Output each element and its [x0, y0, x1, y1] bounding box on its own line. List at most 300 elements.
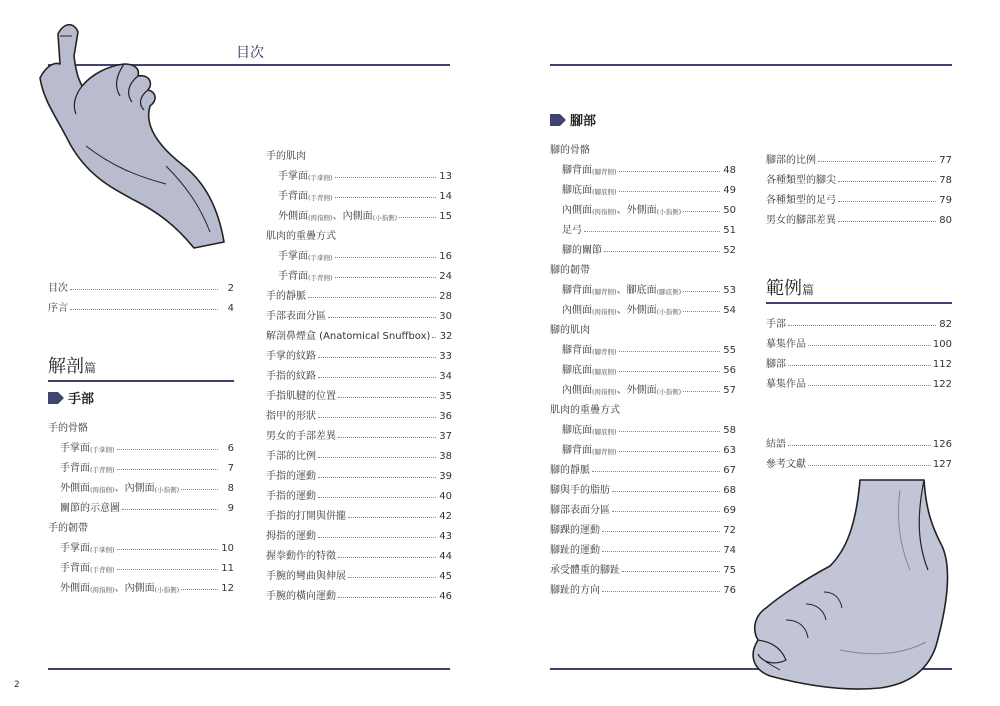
toc-leader-dots — [683, 391, 720, 392]
toc-column-4 — [766, 146, 952, 226]
toc-entry-title: 序言 — [48, 303, 68, 314]
toc-entry-page: 82 — [939, 319, 952, 330]
toc-entry[interactable] — [766, 430, 952, 450]
toc-entry-page: 53 — [723, 285, 736, 296]
toc-entry-page: 127 — [932, 459, 952, 470]
toc-leader-dots — [432, 337, 436, 338]
toc-entry-page: 52 — [723, 245, 736, 256]
examples-section-label: 範例 — [766, 278, 802, 299]
toc-group-heading: 腳的骨骼 — [550, 145, 590, 156]
toc-entry-page: 80 — [939, 215, 952, 226]
toc-entry[interactable] — [48, 534, 234, 554]
toc-leader-dots — [338, 437, 436, 438]
toc-entry-page: 57 — [723, 385, 736, 396]
toc-entry-title: 腳部表面分區 — [550, 505, 610, 516]
toc-leader-dots — [838, 201, 936, 202]
toc-entry-page: 68 — [723, 485, 736, 496]
toc-entry-subtitle-2: (腳底側) — [656, 288, 682, 296]
toc-entry-title: 手掌面 — [278, 251, 308, 262]
toc-entry[interactable] — [550, 336, 736, 356]
toc-entry-page: 50 — [723, 205, 736, 216]
toc-entry[interactable] — [550, 516, 736, 536]
toc-column-2 — [266, 142, 452, 602]
toc-entry-title: 手指的運動 — [266, 491, 316, 502]
toc-entry[interactable] — [266, 282, 452, 302]
toc-entry[interactable] — [48, 574, 234, 594]
toc-entry-title-2: 、外側面 — [616, 305, 657, 316]
toc-entry[interactable] — [766, 370, 952, 390]
toc-entry[interactable] — [550, 176, 736, 196]
toc-entry-subtitle: (手掌側) — [308, 254, 333, 262]
toc-leader-dots — [318, 497, 436, 498]
toc-leader-dots — [619, 171, 720, 172]
toc-entry-title: 手背面 — [60, 563, 90, 574]
toc-entry-title: 外側面 — [60, 583, 90, 594]
bottom-rule-left — [48, 668, 450, 670]
toc-entry-page: 12 — [221, 583, 234, 594]
toc-entry-title: 手部 — [766, 319, 786, 330]
toc-entry-title: 腳踝的運動 — [550, 525, 600, 536]
toc-entry[interactable] — [266, 302, 452, 322]
toc-leader-dots — [808, 345, 931, 346]
toc-entry-title-2: 、外側面 — [616, 385, 657, 396]
toc-entry-page: 24 — [439, 271, 452, 282]
toc-entry[interactable] — [550, 416, 736, 436]
foot-chapter-heading — [550, 110, 596, 129]
toc-entry-page: 45 — [439, 571, 452, 582]
toc-leader-dots — [683, 311, 720, 312]
toc-entry[interactable] — [550, 276, 736, 296]
toc-entry-subtitle: (腳背側) — [592, 348, 617, 356]
toc-leader-dots — [70, 289, 218, 290]
toc-entry-page: 16 — [439, 251, 452, 262]
toc-entry-title: 腳背面 — [562, 345, 592, 356]
toc-entry[interactable] — [266, 202, 452, 222]
toc-entry-subtitle: (手掌側) — [90, 546, 115, 554]
toc-entry-page: 126 — [932, 439, 952, 450]
toc-entry-title: 手背面 — [278, 191, 308, 202]
toc-entry-title: 腳的關節 — [562, 245, 602, 256]
toc-entry[interactable] — [48, 294, 234, 314]
toc-entry-title: 摹集作品 — [766, 379, 806, 390]
toc-entry[interactable] — [266, 402, 452, 422]
toc-entry[interactable] — [766, 206, 952, 226]
toc-entry-page: 2 — [227, 283, 234, 294]
toc-entry[interactable] — [550, 476, 736, 496]
toc-entry[interactable] — [766, 450, 952, 470]
toc-entry-title: 腳底面 — [562, 365, 592, 376]
toc-leader-dots — [683, 211, 720, 212]
toc-leader-dots — [338, 557, 436, 558]
toc-entry[interactable] — [48, 474, 234, 494]
toc-entry-page: 9 — [227, 503, 234, 514]
toc-leader-dots — [584, 231, 720, 232]
toc-entry-page: 54 — [723, 305, 736, 316]
toc-entry-title: 腳背面 — [562, 445, 592, 456]
toc-entry-title: 內側面 — [562, 385, 592, 396]
toc-entry-title: 解剖鼻煙盒 (Anatomical Snuffbox) — [266, 331, 431, 342]
toc-entry-page: 69 — [723, 505, 736, 516]
toc-leader-dots — [619, 371, 720, 372]
toc-entry-title: 腳底面 — [562, 425, 592, 436]
toc-entry[interactable] — [766, 310, 952, 330]
toc-entry[interactable] — [266, 262, 452, 282]
toc-entry[interactable] — [550, 296, 736, 316]
toc-leader-dots — [117, 449, 218, 450]
toc-entry-title: 男女的腳部差異 — [766, 215, 836, 226]
toc-entry-title: 腳背面 — [562, 165, 592, 176]
toc-entry-title: 握拳動作的特徵 — [266, 551, 336, 562]
toc-entry-page: 72 — [723, 525, 736, 536]
toc-entry[interactable] — [550, 156, 736, 176]
anatomy-section-suffix: 篇 — [84, 361, 97, 375]
toc-entry-title: 手背面 — [278, 271, 308, 282]
toc-entry[interactable] — [266, 582, 452, 602]
anatomy-section-title — [48, 352, 96, 378]
toc-leader-dots — [619, 191, 720, 192]
toc-entry-page: 49 — [723, 185, 736, 196]
toc-entry-page: 75 — [723, 565, 736, 576]
toc-entry-title: 手掌的紋路 — [266, 351, 316, 362]
toc-entry-title: 腳的靜脈 — [550, 465, 590, 476]
toc-entry-title: 手部的比例 — [266, 451, 316, 462]
toc-entry-page: 42 — [439, 511, 452, 522]
toc-entry-title: 腳部的比例 — [766, 155, 816, 166]
toc-leader-dots — [181, 589, 218, 590]
toc-leader-dots — [612, 491, 720, 492]
toc-entry-title: 承受體重的腳趾 — [550, 565, 620, 576]
toc-entry-subtitle-2: (小指側) — [656, 388, 682, 396]
toc-entry[interactable] — [48, 274, 234, 294]
toc-entry-page: 112 — [932, 359, 952, 370]
toc-entry-subtitle: (拇指側) — [308, 214, 333, 222]
toc-leader-dots — [602, 551, 720, 552]
toc-leader-dots — [117, 569, 218, 570]
toc-entry[interactable] — [266, 562, 452, 582]
toc-entry-title: 手指肌腱的位置 — [266, 391, 336, 402]
toc-leader-dots — [338, 597, 436, 598]
toc-group-heading: 肌肉的重疊方式 — [266, 231, 336, 242]
toc-entry-title: 各種類型的足弓 — [766, 195, 836, 206]
toc-leader-dots — [602, 531, 720, 532]
toc-entry[interactable] — [550, 496, 736, 516]
toc-entry[interactable] — [48, 554, 234, 574]
toc-entry-subtitle: (腳底側) — [592, 368, 617, 376]
toc-entry-title: 腳部 — [766, 359, 786, 370]
toc-entry-page: 122 — [932, 379, 952, 390]
toc-entry-title-2: 、外側面 — [616, 205, 657, 216]
toc-entry-page: 43 — [439, 531, 452, 542]
toc-entry[interactable] — [266, 462, 452, 482]
toc-entry[interactable] — [266, 322, 452, 342]
toc-entry-title-2: 、內側面 — [332, 211, 373, 222]
toc-leader-dots — [70, 309, 218, 310]
toc-entry[interactable] — [550, 236, 736, 256]
page-number: 2 — [14, 680, 20, 690]
page-title: 目次 — [236, 45, 264, 61]
toc-leader-dots — [122, 509, 218, 510]
toc-entry-page: 55 — [723, 345, 736, 356]
toc-entry-title: 關節的示意圖 — [60, 503, 120, 514]
toc-entry[interactable] — [266, 542, 452, 562]
toc-entry-title: 手指的打開與併攏 — [266, 511, 346, 522]
toc-leader-dots — [818, 161, 936, 162]
toc-entry-page: 13 — [439, 171, 452, 182]
toc-leader-dots — [622, 571, 720, 572]
toc-entry[interactable] — [766, 166, 952, 186]
toc-entry-page: 37 — [439, 431, 452, 442]
toc-entry[interactable] — [266, 442, 452, 462]
top-rule-right — [550, 64, 952, 66]
toc-column-1 — [48, 414, 234, 594]
toc-entry-page: 33 — [439, 351, 452, 362]
toc-leader-dots — [348, 577, 436, 578]
toc-entry-subtitle: (腳背側) — [592, 288, 617, 296]
toc-leader-dots — [808, 465, 931, 466]
toc-entry-subtitle: (腳底側) — [592, 188, 617, 196]
toc-leader-dots — [335, 257, 436, 258]
toc-group-heading: 肌肉的重疊方式 — [550, 405, 620, 416]
toc-entry-subtitle: (手背側) — [308, 194, 333, 202]
toc-entry-page: 35 — [439, 391, 452, 402]
toc-entry-subtitle: (腳底側) — [592, 428, 617, 436]
toc-entry-title: 結語 — [766, 439, 786, 450]
toc-leader-dots — [399, 217, 436, 218]
anatomy-section-rule — [48, 380, 234, 382]
toc-entry-title-2: 、內側面 — [114, 483, 155, 494]
toc-column-4b — [766, 310, 952, 390]
examples-section-suffix: 篇 — [802, 283, 815, 297]
toc-entry-page: 58 — [723, 425, 736, 436]
toc-entry-page: 14 — [439, 191, 452, 202]
toc-entry-title: 手指的運動 — [266, 471, 316, 482]
toc-entry[interactable] — [266, 522, 452, 542]
toc-entry-title: 內側面 — [562, 305, 592, 316]
toc-leader-dots — [619, 351, 720, 352]
toc-entry-page: 6 — [227, 443, 234, 454]
toc-entry[interactable] — [550, 556, 736, 576]
examples-section-rule — [766, 302, 952, 304]
toc-leader-dots — [318, 417, 436, 418]
toc-entry[interactable] — [550, 356, 736, 376]
toc-entry-subtitle: (拇指側) — [90, 586, 115, 594]
toc-entry-title: 腳與手的脂肪 — [550, 485, 610, 496]
toc-entry[interactable] — [266, 482, 452, 502]
toc-leader-dots — [348, 517, 436, 518]
toc-leader-dots — [318, 357, 436, 358]
toc-leader-dots — [838, 181, 936, 182]
foot-chapter-label: 腳部 — [570, 114, 597, 129]
toc-entry-subtitle-2: (小指側) — [656, 208, 682, 216]
toc-entry-subtitle-2: (小指側) — [154, 586, 180, 594]
toc-leader-dots — [683, 291, 720, 292]
toc-entry-page: 8 — [227, 483, 234, 494]
toc-leader-dots — [604, 251, 720, 252]
toc-entry-page: 10 — [221, 543, 234, 554]
toc-entry-title: 指甲的形狀 — [266, 411, 316, 422]
toc-entry-page: 46 — [439, 591, 452, 602]
toc-entry-title: 外側面 — [278, 211, 308, 222]
toc-entry-page: 36 — [439, 411, 452, 422]
hand-illustration — [16, 16, 236, 256]
toc-entry-title: 手腕的橫向運動 — [266, 591, 336, 602]
toc-column-3 — [550, 136, 736, 596]
toc-entry-page: 39 — [439, 471, 452, 482]
toc-entry-page: 56 — [723, 365, 736, 376]
toc-entry[interactable] — [766, 186, 952, 206]
toc-entry[interactable] — [550, 456, 736, 476]
toc-entry[interactable] — [266, 162, 452, 182]
toc-entry[interactable] — [266, 242, 452, 262]
toc-entry[interactable] — [266, 382, 452, 402]
toc-leader-dots — [335, 277, 436, 278]
toc-entry[interactable] — [266, 342, 452, 362]
toc-leader-dots — [335, 177, 436, 178]
toc-entry-title: 男女的手部差異 — [266, 431, 336, 442]
toc-leader-dots — [318, 477, 436, 478]
toc-entry[interactable] — [48, 494, 234, 514]
toc-entry-page: 77 — [939, 155, 952, 166]
toc-entry-page: 78 — [939, 175, 952, 186]
toc-entry-page: 15 — [439, 211, 452, 222]
toc-group-heading: 手的骨骼 — [48, 423, 88, 434]
toc-leader-dots — [117, 549, 218, 550]
toc-column-4c — [766, 430, 952, 470]
toc-entry-page: 79 — [939, 195, 952, 206]
toc-entry-page: 34 — [439, 371, 452, 382]
toc-leader-dots — [619, 431, 720, 432]
toc-entry-page: 74 — [723, 545, 736, 556]
toc-entry-title-2: 、腳底面 — [616, 285, 657, 296]
toc-entry[interactable] — [766, 350, 952, 370]
toc-entry-title: 足弓 — [562, 225, 582, 236]
examples-section-title — [766, 274, 814, 300]
toc-entry-title: 內側面 — [562, 205, 592, 216]
toc-leader-dots — [602, 591, 720, 592]
toc-entry-page: 100 — [932, 339, 952, 350]
anatomy-section-label: 解剖 — [48, 356, 84, 377]
toc-entry-page: 32 — [439, 331, 453, 342]
toc-entry-title: 腳底面 — [562, 185, 592, 196]
toc-entry-subtitle: (手背側) — [90, 566, 115, 574]
toc-entry[interactable] — [266, 502, 452, 522]
toc-group-heading: 手的韌帶 — [48, 523, 88, 534]
toc-entry-subtitle: (拇指側) — [592, 308, 617, 316]
toc-entry-subtitle: (拇指側) — [592, 388, 617, 396]
toc-entry-page: 7 — [227, 463, 234, 474]
toc-entry-subtitle-2: (小指側) — [154, 486, 180, 494]
toc-leader-dots — [117, 469, 218, 470]
toc-entry-title: 外側面 — [60, 483, 90, 494]
toc-entry-subtitle: (拇指側) — [592, 208, 617, 216]
toc-entry-title: 摹集作品 — [766, 339, 806, 350]
toc-entry[interactable] — [550, 196, 736, 216]
toc-leader-dots — [318, 537, 436, 538]
toc-entry-subtitle-2: (小指側) — [656, 308, 682, 316]
toc-leader-dots — [338, 397, 436, 398]
toc-entry[interactable] — [766, 146, 952, 166]
toc-leader-dots — [181, 489, 218, 490]
toc-entry-subtitle: (手掌側) — [308, 174, 333, 182]
toc-entry-title: 手指的紋路 — [266, 371, 316, 382]
foot-illustration — [740, 470, 970, 700]
chapter-arrow-icon — [550, 114, 566, 126]
toc-entry-subtitle: (腳背側) — [592, 448, 617, 456]
toc-entry-subtitle-2: (小指側) — [372, 214, 398, 222]
toc-entry-subtitle: (手掌側) — [90, 446, 115, 454]
toc-leader-dots — [808, 385, 931, 386]
toc-entry-title: 手掌面 — [60, 443, 90, 454]
toc-group-heading: 手的肌肉 — [266, 151, 306, 162]
toc-group-heading: 腳的肌肉 — [550, 325, 590, 336]
toc-entry[interactable] — [266, 182, 452, 202]
toc-entry[interactable] — [550, 536, 736, 556]
toc-leader-dots — [318, 377, 436, 378]
toc-leader-dots — [328, 317, 436, 318]
toc-entry-title: 拇指的運動 — [266, 531, 316, 542]
toc-entry-subtitle: (手背側) — [308, 274, 333, 282]
toc-leader-dots — [612, 511, 720, 512]
toc-leader-dots — [838, 221, 936, 222]
toc-entry-title: 腳趾的運動 — [550, 545, 600, 556]
toc-entry-page: 28 — [439, 291, 452, 302]
toc-entry-title: 手腕的彎曲與伸展 — [266, 571, 346, 582]
toc-entry-title-2: 、內側面 — [114, 583, 155, 594]
toc-entry[interactable] — [48, 454, 234, 474]
toc-entry-title: 手掌面 — [278, 171, 308, 182]
toc-entry-page: 40 — [439, 491, 452, 502]
toc-entry-page: 11 — [221, 563, 234, 574]
toc-entry-page: 4 — [227, 303, 234, 314]
toc-entry-title: 手的靜脈 — [266, 291, 306, 302]
toc-entry-subtitle: (拇指側) — [90, 486, 115, 494]
toc-entry-page: 51 — [723, 225, 736, 236]
toc-entry[interactable] — [266, 422, 452, 442]
toc-leader-dots — [308, 297, 436, 298]
toc-entry[interactable] — [766, 330, 952, 350]
toc-entry[interactable] — [550, 576, 736, 596]
hand-chapter-label: 手部 — [68, 392, 95, 407]
toc-leader-dots — [318, 457, 436, 458]
toc-entry-page: 76 — [723, 585, 736, 596]
toc-entry-page: 44 — [439, 551, 452, 562]
toc-entry-subtitle: (手背側) — [90, 466, 115, 474]
toc-leader-dots — [592, 471, 720, 472]
toc-leader-dots — [619, 451, 720, 452]
toc-leader-dots — [788, 365, 931, 366]
toc-leader-dots — [788, 325, 936, 326]
toc-entry-title: 腳背面 — [562, 285, 592, 296]
toc-entry-page: 38 — [439, 451, 452, 462]
toc-entry-title: 參考文獻 — [766, 459, 806, 470]
toc-entry-title: 各種類型的腳尖 — [766, 175, 836, 186]
toc-entry-title: 目次 — [48, 283, 68, 294]
toc-entry-title: 手掌面 — [60, 543, 90, 554]
chapter-arrow-icon — [48, 392, 64, 404]
toc-entry-page: 48 — [723, 165, 736, 176]
toc-entry-page: 30 — [439, 311, 452, 322]
toc-entry[interactable] — [550, 376, 736, 396]
toc-entry-page: 67 — [723, 465, 736, 476]
toc-entry-title: 手部表面分區 — [266, 311, 326, 322]
hand-chapter-heading — [48, 388, 94, 407]
toc-entry[interactable] — [266, 362, 452, 382]
toc-entry-subtitle: (腳背側) — [592, 168, 617, 176]
toc-entry[interactable] — [550, 436, 736, 456]
toc-entry[interactable] — [550, 216, 736, 236]
toc-entry[interactable] — [48, 434, 234, 454]
toc-leader-dots — [335, 197, 436, 198]
